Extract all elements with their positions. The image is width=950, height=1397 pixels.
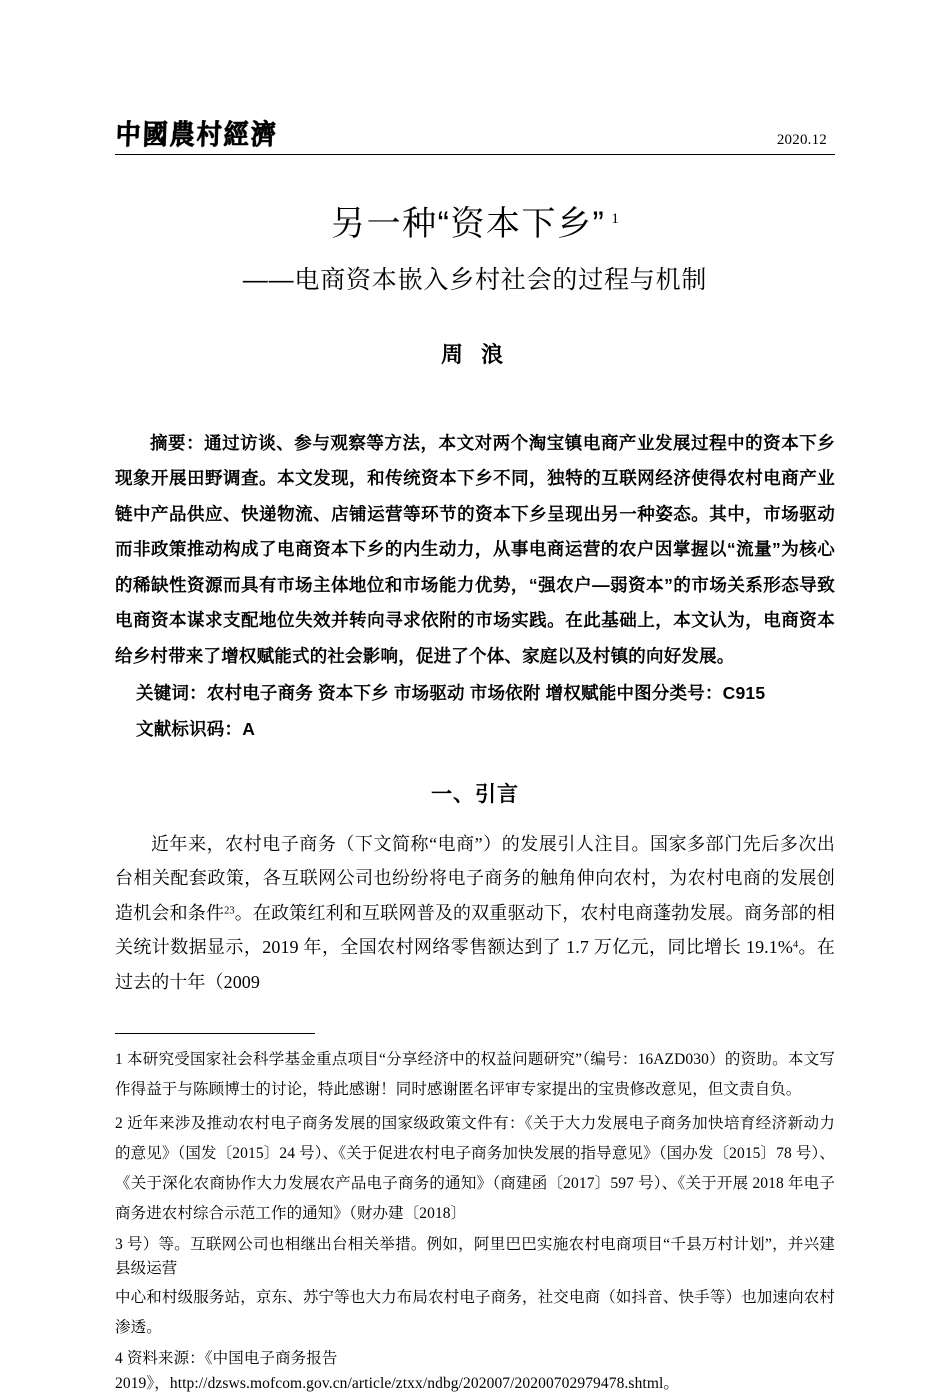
author-name: 周 浪 bbox=[440, 342, 510, 367]
abstract-block bbox=[115, 426, 835, 748]
issue-date: 2020.12 bbox=[776, 132, 827, 148]
section-heading-introduction: 一、引言 bbox=[431, 783, 519, 807]
title-block bbox=[115, 203, 835, 370]
body-text-segment-c: 。在过去的十年（2009 bbox=[115, 937, 835, 992]
article-title-text: 另一种“资本下乡” bbox=[331, 205, 606, 243]
footnote-item: 3 号）等。互联网公司也相继出台相关举措。例如，阿里巴巴实施农村电商项目“千县万村计划”，并兴建县级运营 bbox=[115, 1235, 835, 1278]
footnote-item: 2 近年来涉及推动农村电子商务发展的国家级政策文件有：《关于大力发展电子商务加快培育经济新动力的意见》（国发〔2015〕24 号）、《关于促进农村电子商务加快发展的指导意见》（国办发〔2015〕78 号）、《关于深化农商协作大力发展农产品电子商务的通知》（商建函〔2017〕597 号）、《关于开展 2018 年电子商务进农村综合示范工作的通知》（财办建〔2018〕 bbox=[115, 1114, 835, 1223]
running-head-rule bbox=[115, 108, 835, 155]
body-paragraph bbox=[115, 827, 835, 1000]
footnote-divider bbox=[115, 1033, 315, 1034]
keywords-line: 关键词：农村电子商务 资本下乡 市场驱动 市场依附 增权赋能中图分类号：C915 bbox=[136, 683, 766, 704]
footnote-ref-23: 23 bbox=[224, 904, 235, 916]
article-subtitle: ——电商资本嵌入乡村社会的过程与机制 bbox=[242, 265, 708, 294]
footnote-item: 2019》，http://dzsws.mofcom.gov.cn/article/ztxx/ndbg/202007/20200702979478.shtml。 bbox=[115, 1375, 679, 1393]
footnote-ref-4: 4 bbox=[792, 939, 799, 951]
document-code-line: 文献标识码：A bbox=[136, 718, 256, 739]
body-text-segment-a: 近年来，农村电子商务（下文简称“电商”）的发展引人注目。国家多部门先后多次出台相关配套政策，各互联网公司也纷纷将电子商务的触角伸向农村，为农村电商的发展创造机会和条件 bbox=[115, 833, 835, 923]
journal-logo: 中國農村經濟 bbox=[115, 120, 279, 151]
footnote-item: 中心和村级服务站，京东、苏宁等也大力布局农村电子商务，社交电商（如抖音、快手等）也加速向农村渗透。 bbox=[115, 1289, 835, 1337]
page-title bbox=[115, 203, 835, 246]
title-footnote-marker: 1 bbox=[611, 210, 619, 227]
abstract-text: 摘要：通过访谈、参与观察等方法，本文对两个淘宝镇电商产业发展过程中的资本下乡现象开展田野调查。本文发现，和传统资本下乡不同，独特的互联网经济使得农村电商产业链中产品供应、快递物流、店铺运营等环节的资本下乡呈现出另一种姿态。其中，市场驱动而非政策推动构成了电商资本下乡的内生动力，从事电商运营的农户因掌握以“流量”为核心的稀缺性资源而具有市场主体地位和市场能力优势，“强农户—弱资本”的市场关系形态导致电商资本谋求支配地位失效并转向寻求依附的市场实践。在此基础上，本文认为，电商资本给乡村带来了增权赋能式的社会影响，促进了个体、家庭以及村镇的向好发展。 bbox=[115, 432, 835, 666]
body-text-segment-b: 。在政策红利和互联网普及的双重驱动下，农村电商蓬勃发展。商务部的相关统计数据显示，2019 年，全国农村网络零售额达到了 1.7 万亿元，同比增长 19.1% bbox=[115, 902, 835, 958]
running-head bbox=[115, 0, 835, 170]
footnote-area bbox=[115, 1033, 835, 1397]
footnote-item: 1 本研究受国家社会科学基金重点项目“分享经济中的权益问题研究”（编号：16AZD030）的资助。本文写作得益于与陈顾博士的讨论，特此感谢！同时感谢匿名评审专家提出的宝贵修改意见，但文责自负。 bbox=[115, 1051, 835, 1099]
footnote-item: 4 资料来源：《中国电子商务报告 bbox=[115, 1349, 338, 1367]
